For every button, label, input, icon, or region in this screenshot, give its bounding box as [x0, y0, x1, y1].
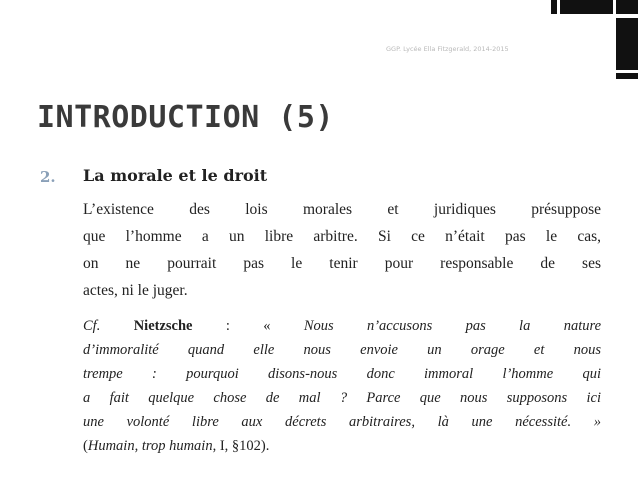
quote-line: une volonté libre aux décrets arbitraires, là une nécessité. » — [83, 414, 601, 430]
quote-line: trempe : pourquoi disons-nous donc immoral l’homme qui — [83, 366, 601, 382]
quote-line: a fait quelque chose de mal ? Parce que nous supposons ici — [83, 390, 601, 406]
quote-line: d’immoralité quand elle nous envoie un orage et nous — [83, 342, 601, 358]
paragraph-line: L’existence des lois morales et juridiques présuppose — [83, 201, 601, 218]
quote-author: Nietzsche — [133, 318, 193, 334]
section-heading: La morale et le droit — [83, 166, 268, 185]
decorative-square — [616, 0, 638, 14]
decorative-square — [616, 73, 638, 79]
source-rest: , I, §102). — [212, 438, 270, 454]
paragraph-line: actes, ni le juger. — [83, 282, 188, 299]
paragraph-line: on ne pourrait pas le tenir pour responsable de ses — [83, 255, 601, 272]
decorative-square — [551, 0, 557, 14]
quote-intro: : « — [225, 318, 304, 334]
slide-title: INTRODUCTION (5) — [37, 100, 334, 135]
paragraph-line: que l’homme a un libre arbitre. Si ce n’était pas le cas, — [83, 228, 601, 245]
quote-source — [83, 438, 269, 455]
source-title: Humain, trop humain — [87, 438, 213, 454]
quote-cf-label: Cf. — [83, 318, 101, 334]
decorative-square — [616, 18, 638, 70]
source-open: ( — [83, 438, 88, 454]
decorative-square — [560, 0, 613, 14]
header-note: GGP. Lycée Ella Fitzgerald, 2014-2015 — [386, 45, 509, 53]
quote-line — [83, 318, 601, 335]
quote-text: Nous n’accusons pas la nature — [303, 318, 602, 334]
section-number: 2. — [40, 168, 56, 186]
